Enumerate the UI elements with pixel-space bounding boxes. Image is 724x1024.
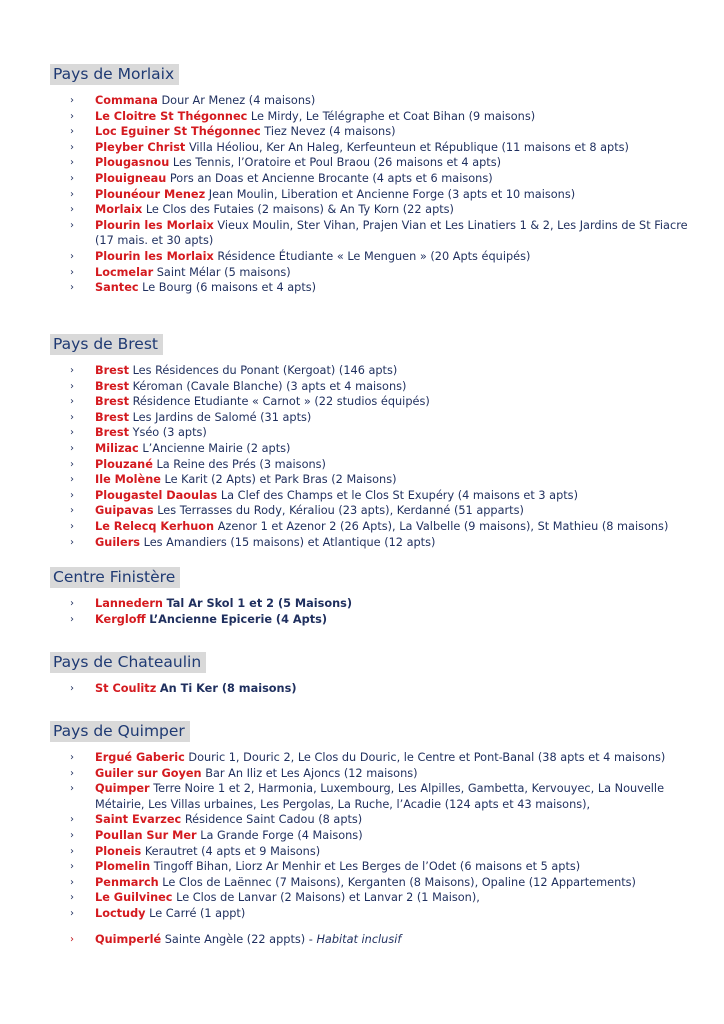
place-description: Le Clos de Lanvar (2 Maisons) et Lanvar 2 (1 Maison), [176,891,480,905]
list-item [50,472,700,488]
list-item [50,171,700,187]
place-description: Le Bourg (6 maisons et 4 apts) [142,281,317,295]
place-description: Le Mirdy, Le Télégraphe et Coat Bihan (9 maisons) [250,109,536,123]
place-name: Ploneis [95,844,142,858]
place-description: Tiez Nevez (4 maisons) [264,125,396,139]
list-item [50,155,700,171]
place-name: Brest [95,395,129,409]
bullet-icon: › [70,95,74,106]
list-item [50,890,700,906]
list-item [50,859,700,875]
place-name: Pleyber Christ [95,140,186,154]
list-item [50,218,700,249]
list-item [50,187,700,203]
list-item [50,681,700,697]
list-item [50,519,700,535]
bullet-icon: › [70,266,74,278]
place-description: Tingoff Bihan, Liorz Ar Menhir et Les Berges de l’Odet (6 maisons et 5 apts) [153,860,581,874]
place-description: Les Jardins de Salomé (31 apts) [132,410,312,424]
place-name: Locmelar [95,265,154,279]
section-pays-de-morlaix [50,64,700,296]
bullet-icon: › [70,814,74,826]
bullet-icon: › [70,876,74,888]
place-description: Kéroman (Cavale Blanche) (3 apts et 4 maisons) [132,379,407,393]
place-name: Brest [95,379,129,393]
place-description: Tal Ar Skol 1 et 2 (5 Maisons) [166,597,353,610]
place-name: Kergloff [95,612,146,626]
place-description: Dour Ar Menez (4 maisons) [161,94,316,107]
place-name: Morlaix [95,203,143,217]
place-description: La Grande Forge (4 Maisons) [200,828,363,842]
item-list [50,681,700,697]
bullet-icon: › [70,380,74,392]
place-description: Kerautret (4 apts et 9 Maisons) [144,844,321,858]
habitat-note: Habitat inclusif [316,932,402,946]
item-list [50,93,700,296]
place-name: Santec [95,281,139,295]
place-name: Le Relecq Kerhuon [95,519,215,533]
place-description: Bar An Iliz et Les Ajoncs (12 maisons) [205,766,418,780]
place-description: Résidence Etudiante « Carnot » (22 studios équipés) [132,395,430,409]
bullet-icon: › [70,474,74,486]
place-name: Commana [95,94,158,107]
place-description: Azenor 1 et Azenor 2 (26 Apts), La Valbelle (9 maisons), St Mathieu (8 maisons) [217,519,669,533]
bullet-icon: › [70,172,74,184]
place-description: La Clef des Champs et le Clos St Exupéry (4 maisons et 3 apts) [220,488,578,502]
bullet-icon: › [70,282,74,294]
list-item [50,202,700,218]
list-item [50,425,700,441]
place-description: Yséo (3 apts) [132,426,207,440]
bullet-icon: › [70,219,74,231]
list-item [50,875,700,891]
section-title: Pays de Brest [50,334,163,355]
list-item [50,766,700,782]
list-item [50,932,700,948]
place-description: Résidence Saint Cadou (8 apts) [184,813,363,827]
bullet-icon: › [70,752,74,763]
place-name: Milizac [95,441,139,455]
list-item [50,906,700,922]
place-name: Saint Evarzec [95,813,182,827]
place-description: Le Clos des Futaies (2 maisons) & An Ty Korn (22 apts) [145,203,454,217]
place-description: Saint Mélar (5 maisons) [156,265,291,279]
place-name: Le Guilvinec [95,891,173,905]
place-name: Plougasnou [95,156,170,170]
bullet-icon: › [70,861,74,873]
place-name: Plouigneau [95,171,167,185]
section-pays-de-quimper [50,721,700,947]
place-name: Plourin les Morlaix [95,218,214,232]
bullet-icon: › [70,204,74,216]
place-name: Brest [95,410,129,424]
place-description: Les Amandiers (15 maisons) et Atlantique (12 apts) [143,535,436,549]
place-description: An Ti Ker (8 maisons) [159,682,297,695]
list-item [50,379,700,395]
bullet-icon: › [70,505,74,517]
bullet-icon: › [70,598,74,609]
place-description: Le Karit (2 Apts) et Park Bras (2 Maisons) [164,473,397,487]
section-pays-de-chateaulin [50,652,700,697]
place-name: Plougastel Daoulas [95,488,218,502]
place-description: Les Résidences du Ponant (Kergoat) (146 apts) [132,364,398,377]
list-item [50,363,700,379]
list-item [50,844,700,860]
place-description: Villa Héoliou, Ker An Haleg, Kerfeunteun et République (11 maisons et 8 apts) [188,140,629,154]
bullet-icon: › [70,427,74,439]
list-item [50,812,700,828]
place-description: Résidence Étudiante « Le Menguen » (20 Apts équipés) [217,249,531,263]
list-item [50,596,700,612]
bullet-icon: › [70,613,74,625]
bullet-icon: › [70,892,74,904]
bullet-icon: › [70,458,74,470]
list-item [50,781,700,812]
place-name: Brest [95,364,129,377]
section-title: Pays de Quimper [50,721,190,742]
place-name: Guipavas [95,504,154,518]
list-item [50,249,700,265]
item-list [50,596,700,627]
place-description: Le Carré (1 appt) [149,906,246,920]
bullet-icon: › [70,520,74,532]
list-item [50,441,700,457]
bullet-icon: › [70,845,74,857]
bullet-icon: › [70,907,74,919]
place-description: Sainte Angèle (22 appts) - [164,932,313,946]
section-centre-finistere [50,567,700,627]
bullet-icon: › [70,442,74,454]
bullet-icon: › [70,536,74,548]
section-title: Centre Finistère [50,567,180,588]
item-list [50,750,700,947]
section-title: Pays de Morlaix [50,64,179,85]
place-description: Les Terrasses du Rody, Kéraliou (23 apts), Kerdanné (51 apparts) [157,504,524,518]
bullet-icon: › [70,933,74,945]
place-name: Quimper [95,782,150,796]
section-title: Pays de Chateaulin [50,652,206,673]
bullet-icon: › [70,489,74,501]
list-item [50,503,700,519]
place-description: Les Tennis, l’Oratoire et Poul Braou (26 maisons et 4 apts) [172,156,502,170]
place-description: Le Clos de Laënnec (7 Maisons), Kerganten (8 Maisons), Opaline (12 Appartements) [162,875,636,889]
place-name: Penmarch [95,875,159,889]
place-name: St Coulitz [95,682,157,695]
list-item [50,93,700,109]
item-list [50,363,700,550]
bullet-icon: › [70,767,74,779]
bullet-icon: › [70,683,74,694]
list-item [50,394,700,410]
list-item [50,265,700,281]
place-name: Lannedern [95,597,163,610]
place-description: Douric 1, Douric 2, Le Clos du Douric, le Centre et Pont-Banal (38 apts et 4 maisons) [188,751,666,764]
bullet-icon: › [70,829,74,841]
place-name: Poullan Sur Mer [95,828,197,842]
list-item [50,535,700,551]
place-name: Le Cloitre St Thégonnec [95,109,248,123]
bullet-icon: › [70,396,74,408]
bullet-icon: › [70,783,74,795]
place-name: Guilers [95,535,141,549]
place-name: Ergué Gaberic [95,751,185,764]
list-item [50,109,700,125]
place-name: Plounéour Menez [95,187,206,201]
place-description: Jean Moulin, Liberation et Ancienne Forge (3 apts et 10 maisons) [208,187,576,201]
place-description: L’Ancienne Mairie (2 apts) [142,441,291,455]
bullet-icon: › [70,157,74,169]
place-name: Ile Molène [95,473,161,487]
list-item [50,457,700,473]
list-item [50,828,700,844]
place-name: Quimperlé [95,932,162,946]
place-name: Plouzané [95,457,153,471]
list-item [50,750,700,766]
list-item [50,410,700,426]
place-name: Plourin les Morlaix [95,249,214,263]
bullet-icon: › [70,411,74,423]
list-item [50,488,700,504]
place-description: Pors an Doas et Ancienne Brocante (4 apts et 6 maisons) [169,171,493,185]
place-name: Loc Eguiner St Thégonnec [95,125,261,139]
list-item [50,612,700,628]
list-item [50,280,700,296]
place-name: Plomelin [95,860,151,874]
place-name: Loctudy [95,906,146,920]
bullet-icon: › [70,250,74,262]
bullet-icon: › [70,141,74,153]
place-name: Guiler sur Goyen [95,766,202,780]
place-description: L’Ancienne Epicerie (4 Apts) [149,612,327,626]
place-name: Brest [95,426,129,440]
section-pays-de-brest [50,334,700,550]
list-item [50,140,700,156]
place-description: Terre Noire 1 et 2, Harmonia, Luxembourg, Les Alpilles, Gambetta, Kervouyec, La Nouvelle Métairie, Les Villas urbaines, Les Pergolas, La Ruche, l’Acadie (124 apts et 43 maisons), [95,782,665,811]
place-description: La Reine des Prés (3 maisons) [156,457,326,471]
bullet-icon: › [70,126,74,138]
bullet-icon: › [70,365,74,376]
list-item [50,124,700,140]
place-description: Vieux Moulin, Ster Vihan, Prajen Vian et Les Linatiers 1 & 2, Les Jardins de St Fiacre (17 mais. et 30 apts) [95,218,688,248]
bullet-icon: › [70,110,74,122]
bullet-icon: › [70,188,74,200]
